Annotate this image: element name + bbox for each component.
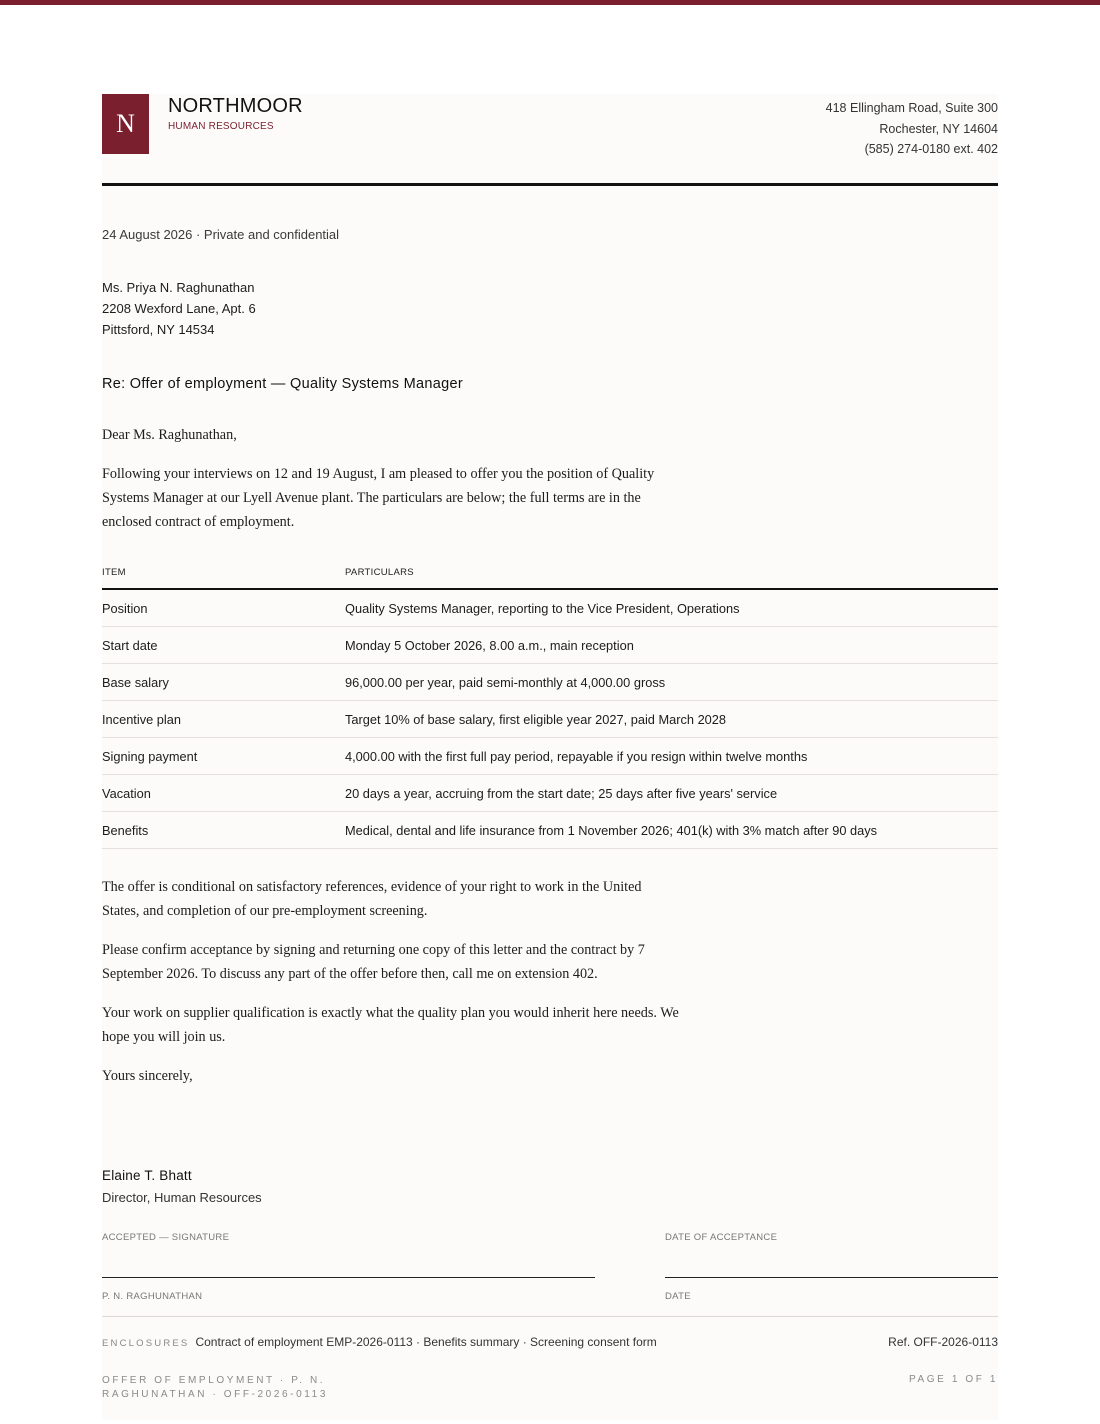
term-particulars: Target 10% of base salary, first eligible year 2027, paid March 2028 [345,712,727,727]
signer-title: Director, Human Resources [102,1190,262,1205]
table-row [102,738,998,775]
header-rule [102,183,998,186]
company-logo [102,94,149,154]
term-particulars: 4,000.00 with the first full pay period, repayable if you resign within twelve months [345,749,808,764]
footer-divider [102,1316,998,1317]
acceptance-paragraph: Please confirm acceptance by signing and returning one copy of this letter and the contract by 7 September 2026. To discuss any part of the offer before then, call me on extension 402. [102,942,645,983]
complimentary-close: Yours sincerely, [102,1068,193,1084]
letter-dateline: 24 August 2026 · Private and confidential [102,227,340,242]
recipient-block [102,277,256,341]
intro-paragraph: Following your interviews on 12 and 19 August, I am pleased to offer you the position of Quality Systems Manager at our Lyell Avenue plant. The particulars are below; the full terms are in the enclosed contract of employment. [102,466,655,531]
term-item: Base salary [102,675,169,690]
enclosures-list: Contract of employment EMP-2026-0113 · Benefits summary · Screening consent form [195,1335,657,1349]
term-particulars: 20 days a year, accruing from the start date; 25 days after five years' service [345,786,778,801]
page-number: PAGE 1 OF 1 [909,1374,998,1385]
table-row [102,590,998,627]
table-row [102,627,998,664]
closing-paragraph: Your work on supplier qualification is exactly what the quality plan you would inherit here needs. We hope you will join us. [102,1005,679,1046]
table-row [102,775,998,812]
date-caption: DATE [665,1291,691,1302]
company-name: NORTHMOOR [168,95,303,117]
term-item: Signing payment [102,749,198,764]
signer-name: Elaine T. Bhatt [102,1168,192,1183]
recipient-city: Pittsford, NY 14534 [102,322,215,338]
address-phone: (585) 274-0180 ext. 402 [864,142,998,157]
term-item: Position [102,601,148,616]
date-of-acceptance-label: DATE OF ACCEPTANCE [665,1232,778,1243]
logo-letter: N [116,109,135,138]
company-address [826,98,998,160]
term-particulars: Quality Systems Manager, reporting to the Vice President, Operations [345,601,740,616]
address-line: 418 Ellingham Road, Suite 300 [825,101,998,115]
term-item: Start date [102,638,158,653]
table-row [102,664,998,701]
footer-document-title: OFFER OF EMPLOYMENT · P. N. RAGHUNATHAN · OFF-2026-0113 [102,1375,328,1400]
recipient-street: 2208 Wexford Lane, Apt. 6 [102,301,256,317]
date-line[interactable] [665,1277,998,1278]
address-line: Rochester, NY 14604 [879,121,998,136]
reference-number: Ref. OFF-2026-0113 [888,1335,998,1349]
term-item: Vacation [102,786,151,801]
letter-subject: Re: Offer of employment — Quality Systems Manager [102,376,463,392]
recipient-name: Ms. Priya N. Raghunathan [102,280,255,295]
signature-line[interactable] [102,1277,595,1278]
table-header [102,562,998,590]
department-name: HUMAN RESOURCES [168,121,274,132]
column-header-particulars: PARTICULARS [345,567,414,578]
term-particulars: 96,000.00 per year, paid semi-monthly at 4,000.00 gross [345,675,666,690]
signature-caption: P. N. RAGHUNATHAN [102,1291,203,1302]
term-item: Benefits [102,823,149,838]
column-header-item: ITEM [102,567,126,578]
top-accent-rule [0,0,1100,5]
salutation: Dear Ms. Raghunathan, [102,427,237,443]
term-particulars: Monday 5 October 2026, 8.00 a.m., main reception [345,638,634,653]
term-particulars: Medical, dental and life insurance from 1 November 2026; 401(k) with 3% match after 90 days [345,823,878,838]
table-row [102,701,998,738]
signature-label: ACCEPTED — SIGNATURE [102,1232,230,1243]
table-row [102,812,998,849]
offer-terms-table [102,562,998,849]
term-item: Incentive plan [102,712,181,727]
enclosures-line [102,1335,657,1349]
enclosures-label: ENCLOSURES [102,1338,190,1349]
conditions-paragraph: The offer is conditional on satisfactory references, evidence of your right to work in the United States, and completion of our pre-employment screening. [102,879,642,920]
